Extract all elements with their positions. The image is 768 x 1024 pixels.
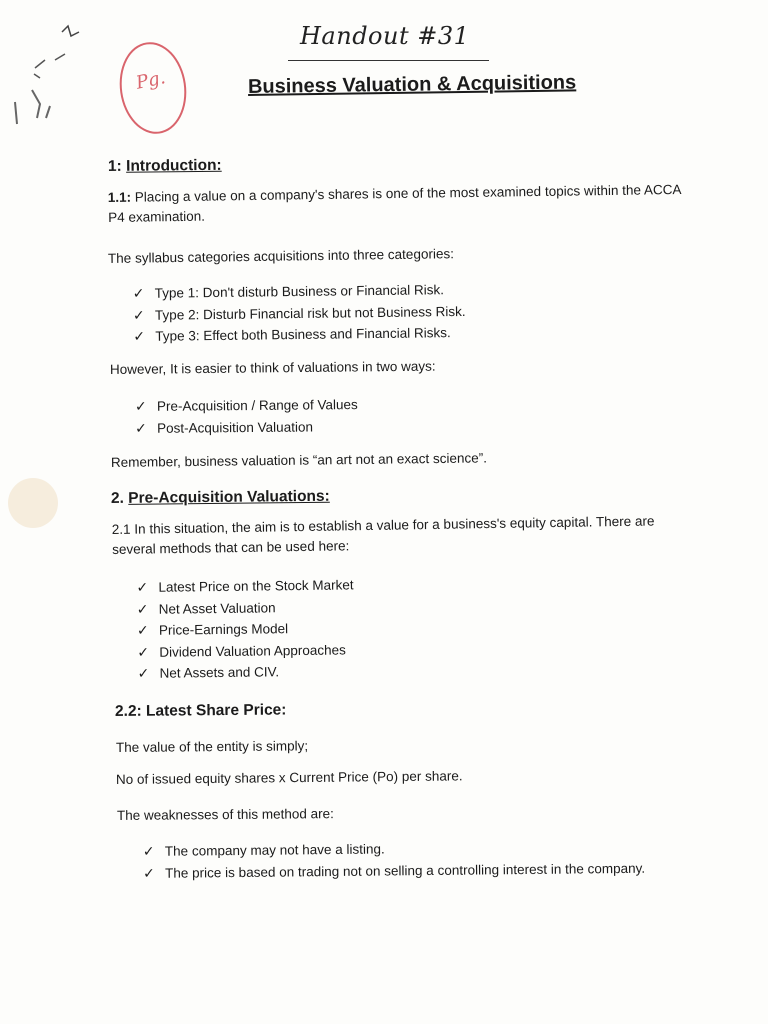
section-2-number: 2. [110,489,125,507]
section-2-title: Pre-Acquisition Valuations: [128,487,330,507]
section-2-heading [111,487,330,509]
margin-scribble-marks [10,20,100,140]
list-item: ✓ Type 1: Don't disturb Business or Financial Risk. [132,282,445,302]
intro-paragraph-3: However, It is easier to think of valuations in two ways: [109,358,436,377]
intro-paragraph-1 [108,179,728,228]
section-1-heading [108,156,222,177]
check-icon: ✓ [142,842,155,860]
list-item: ✓ Net Asset Valuation [136,599,276,617]
page-mark-text: Pg. [134,67,168,94]
intro-paragraph-4: Remember, business valuation is “an art not an exact science”. [110,450,487,470]
section-2-2-heading: 2.2: Latest Share Price: [114,701,287,720]
list-item: ✓ The price is based on trading not on selling a controlling interest in the company. [143,860,646,881]
handwritten-title: Handout #31 [300,22,470,50]
list-item: ✓ Post-Acquisition Valuation [135,418,313,436]
check-icon: ✓ [132,284,145,302]
check-icon: ✓ [135,419,147,436]
para-2-1-number: 2.1 [111,521,135,538]
list-item: ✓ Dividend Valuation Approaches [137,641,346,660]
para-1-1-line-2: P4 examination. [108,208,206,225]
list-item: ✓ Net Assets and CIV. [137,664,280,681]
para-2-1-line-1: In this situation, the aim is to establish a value for a business's equity capital. There are [134,513,655,537]
check-icon: ✓ [133,327,146,344]
latest-price-paragraph-2: No of issued equity shares x Current Price (Po) per share. [115,768,463,787]
list-item: ✓ Price-Earnings Model [136,621,289,638]
check-icon: ✓ [137,664,150,681]
list-item: ✓ Type 3: Effect both Business and Financial Risks. [133,325,451,344]
list-item: ✓ Type 2: Disturb Financial risk but not Business Risk. [132,303,466,323]
check-icon: ✓ [134,397,147,415]
check-icon: ✓ [143,864,155,881]
check-icon: ✓ [136,578,149,596]
check-icon: ✓ [136,621,149,638]
check-icon: ✓ [132,306,145,323]
para-1-1-number: 1.1: [107,189,135,206]
list-item: ✓ Latest Price on the Stock Market [136,577,354,596]
types-list [133,279,466,348]
section-1-title: Introduction: [126,156,222,175]
latest-price-paragraph-1: The value of the entity is simply; [115,738,309,755]
check-icon: ✓ [137,643,150,660]
para-1-1-line-1: Placing a value on a company's shares is one of the most examined topics within the ACCA [134,181,682,205]
methods-list [136,574,354,684]
ways-list [135,394,358,439]
check-icon: ✓ [136,600,149,617]
latest-price-paragraph-3: The weaknesses of this method are: [116,806,334,823]
intro-paragraph-2: The syllabus categories acquisitions into three categories: [107,246,455,266]
list-item: ✓ The company may not have a listing. [142,841,385,860]
paper-stain [8,478,58,528]
section-1-number: 1: [107,157,122,175]
para-2-1-line-2: several methods that can be used here: [112,538,350,557]
pre-acq-paragraph-1 [112,510,723,560]
page-title: Business Valuation & Acquisitions [247,71,577,98]
list-item: ✓ Pre-Acquisition / Range of Values [134,397,358,415]
weaknesses-list [143,836,645,884]
